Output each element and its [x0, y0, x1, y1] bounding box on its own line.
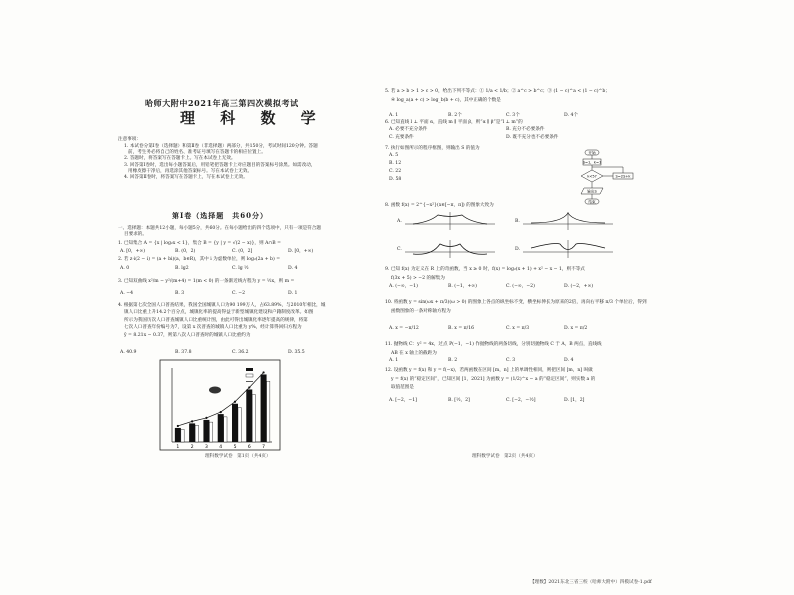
- notes-line-4: 3. 回答第Ⅰ卷时，选出每小题答案后，用铅笔把答题卡上对应题目的答案标号涂黑。如需改动，: [124, 162, 316, 168]
- file-watermark: 【理数】2021东北三省三校（哈师大附中）四模试卷-1.pdf: [530, 580, 652, 585]
- q1-option-c: C. (0，2]: [232, 249, 253, 254]
- q12-option-c: C. [−2，−½]: [506, 398, 536, 403]
- q3-option-b: B. 3: [175, 291, 185, 296]
- bar-6: [246, 389, 252, 442]
- question-11-line-2: AB 在 x 轴上的截距为: [391, 350, 437, 356]
- q7-option-b: B. 12: [389, 161, 402, 166]
- notes-line-2: 前，考生务必将自己的姓名、准考证号填写在答题卡的相应位置上。: [128, 150, 266, 156]
- question-5-line-2: ④ log_a(a + c) > log_b(b + c)，其中正确的个数是: [391, 97, 501, 103]
- question-5-line-1: 5. 若 a > b > 1 > c > 0，给出下列不等式：① 1/a < 1/b；② a^c > b^c；③ (1 − c)^a < (1 − c)^b；: [385, 89, 610, 94]
- question-12-line-2: y = f(x) 的“稳定区间”，已知区间 [1，2021] 为函数 y = (1/2)^x − a 的“稳定区间”，则实数 a 的: [391, 376, 596, 382]
- bar-2: [189, 423, 195, 442]
- question-3-stem: 3. 已知双曲线 x²/m − y²/(m+4) = 1(m < 0) 的一条渐近线方程为 y = ½x，则 m =: [118, 279, 295, 284]
- bar-outline-7: [267, 381, 270, 442]
- q4-option-b: B. 37.8: [175, 350, 192, 355]
- question-9-line-2: f(3x + 5) > −2 的解集为: [391, 275, 445, 281]
- q5-option-a: A. 1: [389, 113, 399, 118]
- flow-end-label: 结束: [588, 199, 596, 204]
- legend-swatch-1: [246, 368, 253, 371]
- trend-point-4: [220, 411, 222, 413]
- q10-option-a: A. x = −π/12: [389, 326, 419, 331]
- question-8-line-1: 8. 函数 f(x) = 2^{−x²}(x∈[−π，π]) 的图象大致为: [385, 203, 494, 208]
- q5-option-b: B. 2个: [448, 113, 462, 118]
- flow-init-label: S=1，k=1: [582, 160, 602, 165]
- footer-right: 理科数学试卷 第2页（共4页）: [472, 454, 538, 459]
- question-7-line-1: 7. 执行如图所示的程序框图，则输出 S 的值为: [385, 146, 480, 151]
- flow-start-label: 开始: [588, 150, 596, 155]
- section-intro-line-2: 目要求的。: [124, 232, 147, 237]
- q6-option-b: B. 充分不必要条件: [506, 127, 545, 132]
- x-tick-2: 2: [190, 445, 194, 450]
- urbanization-bar-chart: [160, 360, 280, 450]
- right-page: [385, 0, 794, 595]
- bar-outline-3: [209, 422, 212, 442]
- q3-option-d: D. 1: [288, 291, 298, 296]
- q10-option-c: C. x = π/3: [506, 326, 530, 331]
- q3-option-c: C. −2: [232, 291, 246, 296]
- x-tick-1: 1: [176, 445, 180, 450]
- q6-option-d: D. 既不充分也不必要条件: [506, 135, 559, 140]
- subject-title: 理 科 数 学: [180, 109, 326, 127]
- q8-option-b: B.: [515, 219, 520, 224]
- q4-option-d: D. 35.5: [288, 350, 305, 355]
- q1-option-b: B. (0，2): [175, 249, 196, 254]
- q10-option-b: B. x = π/16: [448, 326, 475, 331]
- question-11-line-1: 11. 抛物线 C：y² = 4x，过点 P(−1，−1) 作抛物线的两条切线，分别切抛物线 C 于 A，B 两点，直线线: [385, 342, 602, 347]
- q9-option-d: D. (−2，+∞): [564, 284, 594, 289]
- q9-option-b: B. (−1，+∞): [448, 284, 477, 289]
- q2-option-d: D. 4: [288, 266, 298, 271]
- section-intro-line-1: 一、选择题：本题共12小题，每小题5分，共60分。在每小题给出的四个选项中，只有一项是符合题: [118, 226, 321, 231]
- q1-option-a: A. [0，+∞): [120, 249, 146, 254]
- q10-option-d: D. x = π/2: [564, 326, 588, 331]
- notes-heading: 注意事项：: [118, 137, 141, 142]
- flow-output-label: 输出S: [587, 189, 597, 194]
- bar-3: [203, 420, 209, 442]
- question-6-line-1: 6. 已知直线 l ⊥ 平面 α，直线 m ∥ 平面 β，则“α ∥ β”是“l ⊥ m”的: [385, 120, 523, 125]
- question-10-line-1: 10. 将函数 y = sin(ωx + π/3)(ω > 0) 的图象上各点的纵坐标不变，横坐标伸长为原来的2倍，再向右平移 π/3 个单位后，得到: [385, 300, 647, 305]
- q7-option-a: A. 5: [389, 153, 399, 158]
- question-2-stem: 2. 若 z·i(2 − i) = (a + bi)(a，b∈R)，其中 i 为虚数单位，则 log₂(2a + b) =: [118, 257, 281, 262]
- question-4-line-4: 七次人口普查年份编号为7，设第 x 次普查的城镇人口比重为 y%，经计算得回归方程为: [124, 325, 302, 331]
- bar-5: [232, 404, 238, 442]
- question-12-line-3: 取值范围是: [391, 385, 414, 391]
- question-4-line-1: 4. 根据第七次全国人口普查结果，我国全国城镇人口为90 199万人，占63.89%，与2010年相比，城: [118, 303, 326, 308]
- q5-option-d: D. 4个: [564, 113, 578, 118]
- function-graph-options: [395, 210, 635, 262]
- notes-line-5: 用橡皮擦干净后，再选涂其他答案标号。写在本试卷上无效。: [128, 168, 253, 174]
- q2-option-b: B. lg2: [175, 266, 189, 271]
- trend-point-7: [262, 371, 264, 373]
- q2-option-c: C. lg ½: [232, 266, 249, 271]
- legend-swatch-2: [246, 374, 253, 377]
- x-tick-4: 4: [219, 445, 223, 450]
- x-tick-6: 6: [247, 445, 251, 450]
- q8-option-d: D.: [515, 247, 520, 252]
- q11-option-a: A. 1: [389, 358, 399, 363]
- x-tick-7: 7: [262, 445, 266, 450]
- q6-option-c: C. 充要条件: [389, 135, 414, 140]
- q7-option-c: C. 22: [389, 169, 402, 174]
- trend-point-5: [234, 401, 236, 403]
- x-tick-3: 3: [204, 445, 208, 450]
- q12-option-b: B. [½，2]: [448, 398, 470, 403]
- figure-illustration: [209, 387, 221, 394]
- question-1-stem: 1. 已知集合 A = {x | log₂x < 1}，集合 B = {y | y = √(2 − x)}，则 A∩B =: [118, 241, 281, 246]
- bar-7: [261, 374, 267, 442]
- flow-process-label: S=2S+k: [615, 174, 631, 179]
- bar-outline-1: [181, 429, 184, 442]
- section-title: 第Ⅰ卷（选择题 共60分）: [172, 211, 269, 220]
- trend-point-2: [191, 420, 193, 422]
- q8-option-c: C.: [397, 247, 402, 252]
- question-10-line-2: 函数图象的一条对称轴方程为: [391, 308, 451, 314]
- school-title: 哈师大附中2021年高三第四次模拟考试: [145, 98, 299, 108]
- notes-line-6: 4. 回答第Ⅱ卷时，将答案写在答题卡上，写在本试卷上无效。: [124, 175, 248, 180]
- q9-option-c: C. (−∞，−2): [506, 284, 535, 289]
- bar-outline-5: [238, 408, 241, 442]
- bar-outline-2: [195, 425, 198, 442]
- q12-option-d: D. [1，2]: [564, 398, 585, 403]
- q4-option-c: C. 36.2: [232, 350, 249, 355]
- bar-4: [218, 414, 224, 442]
- q9-option-a: A. (−∞，−1): [389, 284, 418, 289]
- question-4-line-5: ŷ = 8.21x − 0.37，则第八次人口普查时的城镇人口比重约为: [124, 332, 251, 338]
- q5-option-c: C. 3个: [506, 113, 520, 118]
- question-4-line-2: 镇人口比重上升14.2个百分点，城镇化率的提高得益于新型城镇化建设和户籍制度改革。如图: [124, 310, 314, 316]
- question-4-line-3: 所示为我国历次人口普查城镇人口比重统计图，由此可得出城镇化率逐年提高的规律，将第: [124, 317, 308, 323]
- question-12-line-1: 12. 设函数 y = f(x) 和 y = f(−x)，若两函数在区间 [m，n] 上的单调性相同，则把区间 [m，n] 叫做: [385, 368, 593, 373]
- trend-point-6: [248, 386, 250, 388]
- q12-option-a: A. [−2，−1]: [389, 398, 417, 403]
- trend-point-3: [205, 417, 207, 419]
- bar-outline-4: [224, 417, 227, 442]
- q7-option-d: D. 58: [389, 177, 402, 182]
- q6-option-a: A. 必要不充分条件: [389, 127, 428, 132]
- q1-option-d: D. [0，+∞): [288, 249, 314, 254]
- q11-option-d: D. 4: [564, 358, 574, 363]
- q2-option-a: A. 0: [120, 266, 130, 271]
- notes-line-1: 1. 本试卷分第Ⅰ卷（选择题）和第Ⅱ卷（非选择题）两部分，共150分，考试时间120分钟。答题: [124, 144, 318, 149]
- q11-option-c: C. 3: [506, 358, 516, 363]
- flow-decision-label: k<5?: [587, 174, 597, 179]
- q11-option-b: B. 2: [448, 358, 458, 363]
- question-9-line-1: 9. 已知 f(x) 为定义在 R 上的奇函数，当 x ≥ 0 时，f(x) = log₂(x + 1) + x² − x − 1，则不等式: [385, 267, 585, 272]
- flow-loop-back: [592, 167, 623, 173]
- x-tick-5: 5: [233, 445, 237, 450]
- notes-line-3: 2. 答题时，将答案写在答题卡上。写在本试卷上无效。: [124, 156, 236, 162]
- q8-option-a: A.: [397, 219, 402, 224]
- q4-option-a: A. 40.9: [120, 350, 137, 355]
- footer-left: 理科数学试卷 第1页（共4页）: [205, 454, 271, 459]
- q3-option-a: A. −4: [120, 291, 134, 296]
- bar-1: [175, 428, 181, 442]
- bar-outline-6: [252, 395, 255, 442]
- trend-point-1: [177, 425, 179, 427]
